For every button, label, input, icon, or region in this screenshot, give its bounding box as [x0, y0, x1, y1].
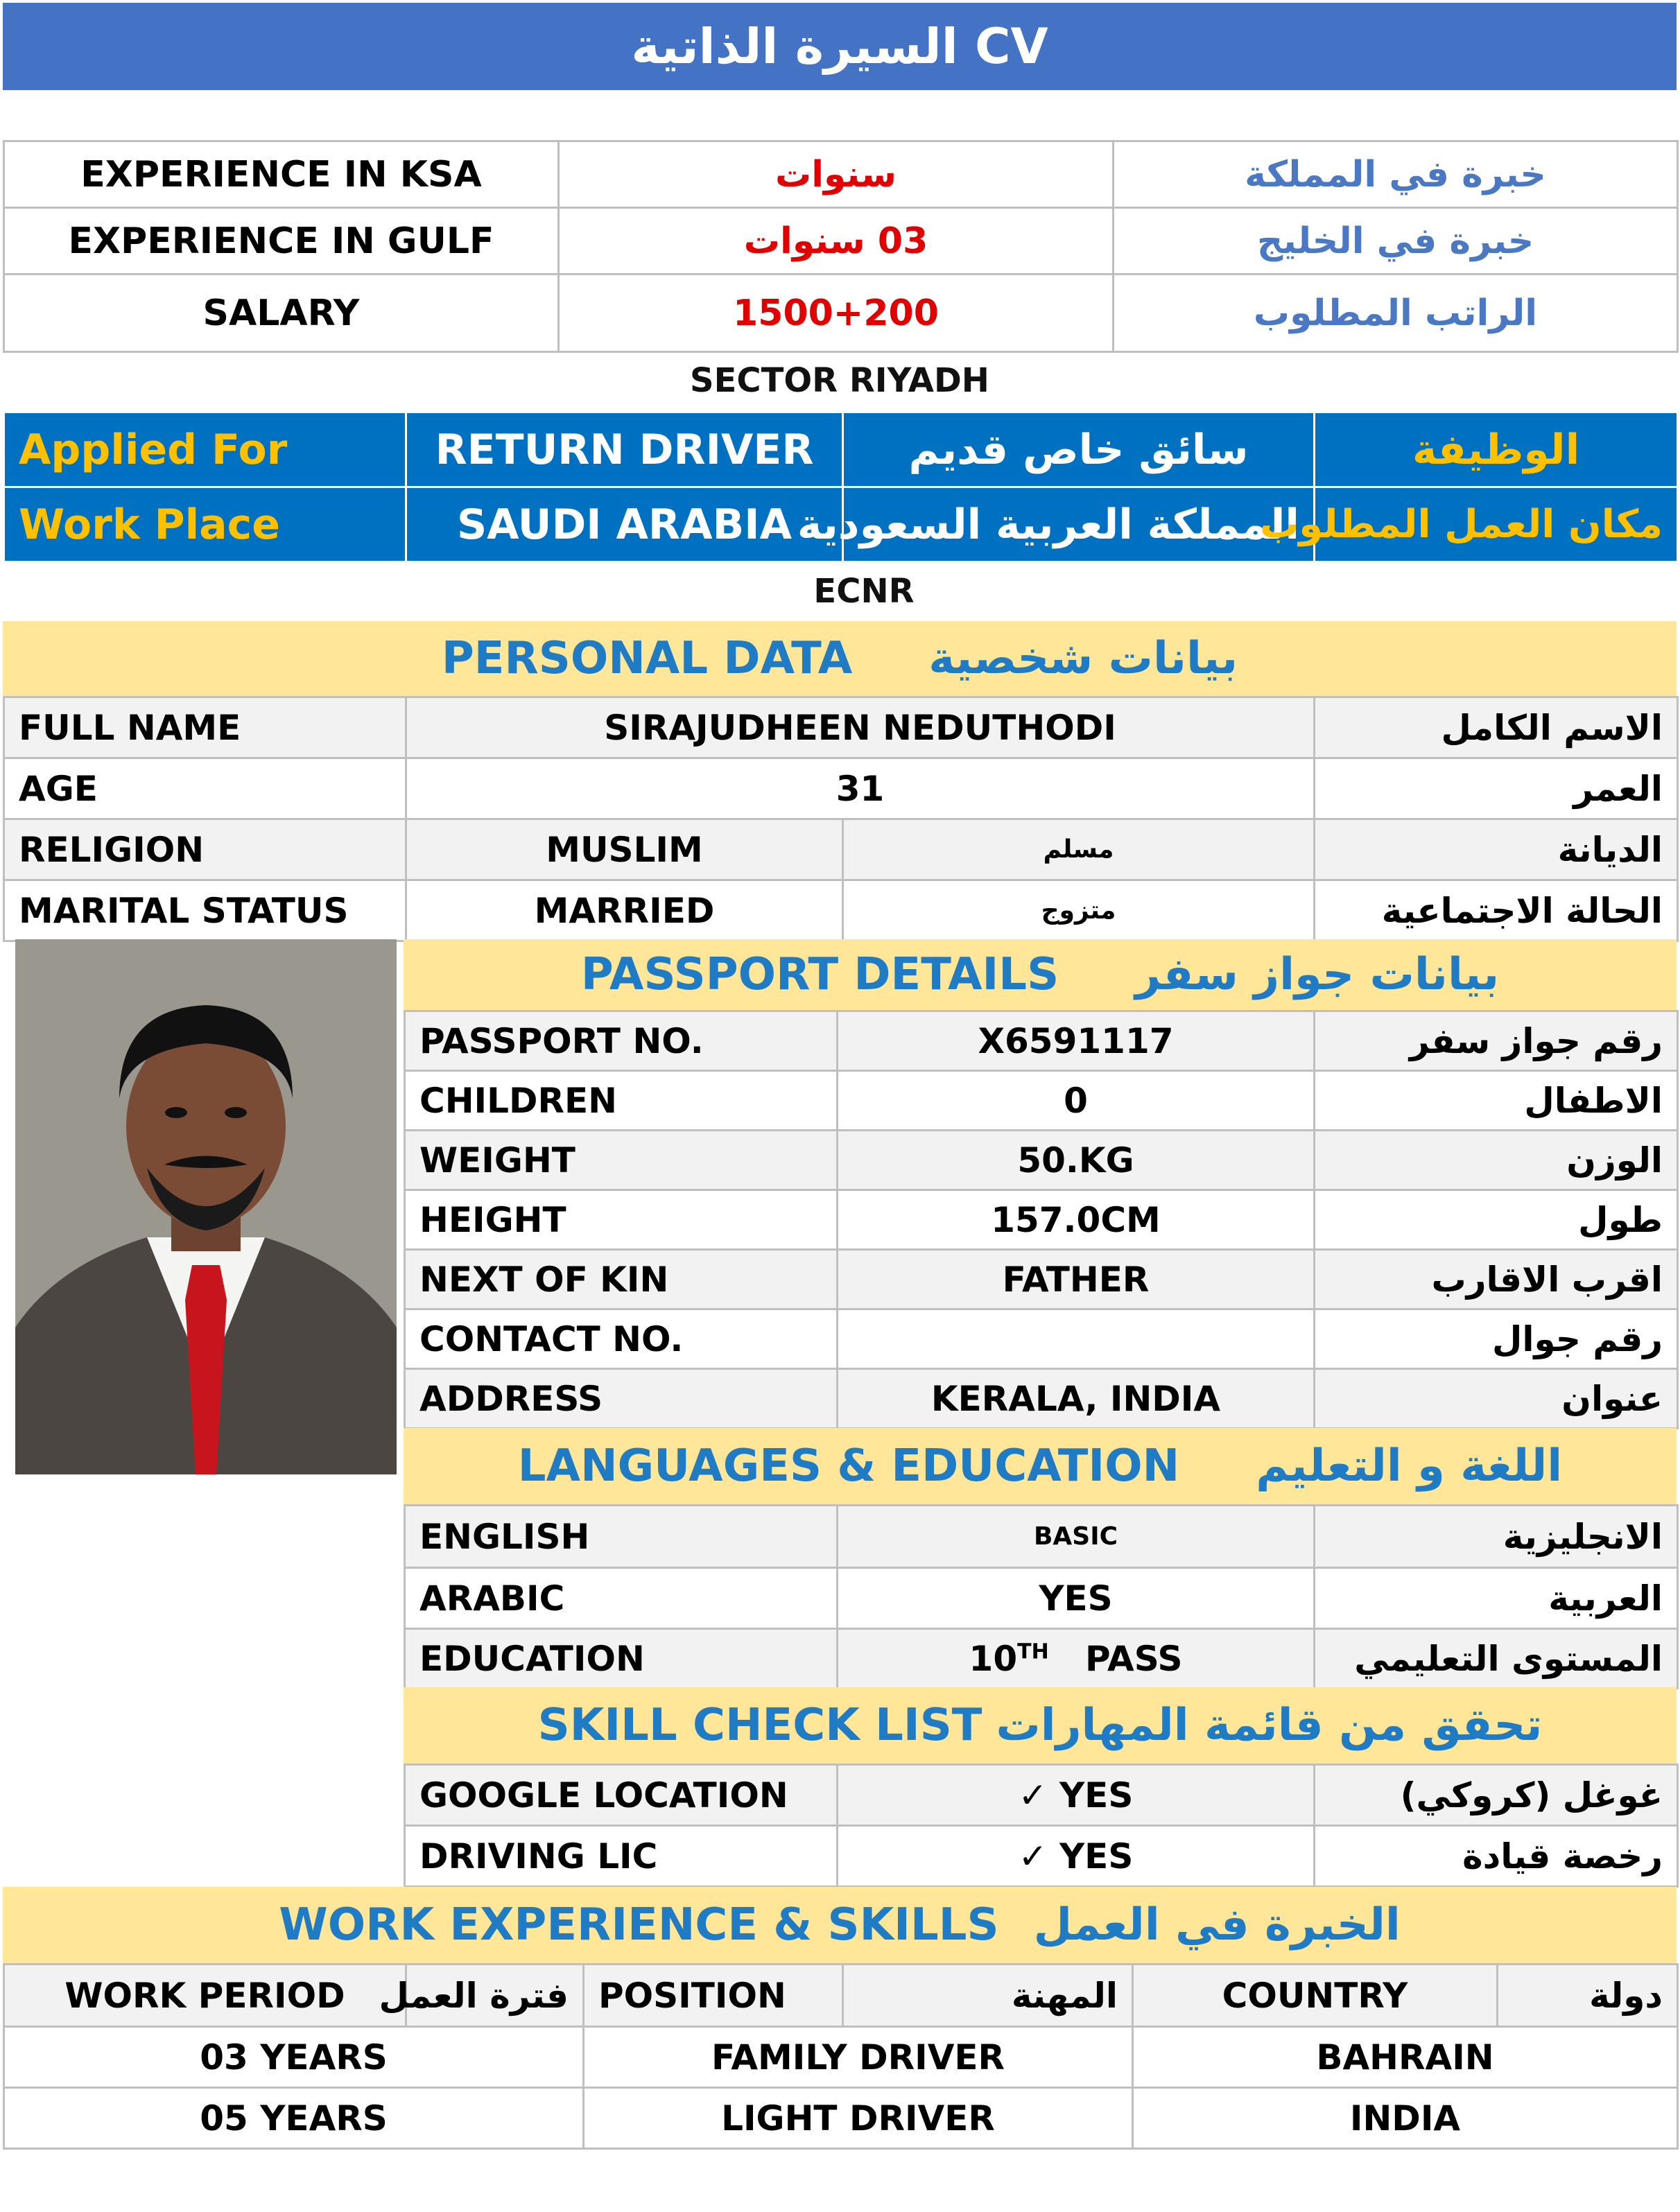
- applied-for-label: Applied For: [4, 412, 406, 487]
- languages-table: [404, 1504, 1679, 1689]
- work-place-label: Work Place: [4, 487, 406, 562]
- work-period-header: WORK PERIOD: [4, 1965, 406, 2027]
- applied-table: [3, 411, 1679, 563]
- skill-check-heading-en: SKILL CHECK LIST: [537, 1700, 982, 1751]
- children-label: CHILDREN: [405, 1071, 838, 1131]
- passport-table: [404, 1010, 1679, 1429]
- weight-label-ar: الوزن: [1315, 1131, 1678, 1190]
- table-row: [405, 1309, 1678, 1369]
- driving-lic-label: DRIVING LIC: [405, 1826, 838, 1887]
- arabic-label: ARABIC: [405, 1568, 838, 1629]
- marital-status-value: MARRIED: [406, 880, 843, 941]
- salary-label: SALARY: [4, 275, 559, 352]
- experience-ksa-label: EXPERIENCE IN KSA: [4, 141, 559, 208]
- religion-value-ar: مسلم: [843, 819, 1315, 880]
- experience-gulf-label-ar: خبرة في الخليج: [1114, 208, 1678, 275]
- contact-no-label-ar: رقم جوال: [1315, 1309, 1678, 1369]
- work-experience-heading-en: WORK EXPERIENCE & SKILLS: [279, 1899, 999, 1951]
- work-place-value-ar: المملكة العربية السعودية: [843, 487, 1315, 562]
- table-row: [4, 697, 1678, 758]
- skills-table: [404, 1763, 1679, 1888]
- personal-data-heading-en: PERSONAL DATA: [441, 633, 853, 684]
- work-experience-heading: [3, 1887, 1677, 1963]
- next-of-kin-label-ar: اقرب الاقارب: [1315, 1250, 1678, 1309]
- full-name-value: SIRAJUDHEEN NEDUTHODI: [406, 697, 1315, 758]
- salary-value: 1500+200: [559, 275, 1114, 352]
- passport-details-heading-en: PASSPORT DETAILS: [580, 949, 1059, 1000]
- work-experience-heading-ar: الخبرة في العمل: [1033, 1899, 1401, 1951]
- applied-for-value-ar: سائق خاص قديم: [843, 412, 1315, 487]
- table-row: [4, 758, 1678, 819]
- experience-gulf-label: EXPERIENCE IN GULF: [4, 208, 559, 275]
- children-value: 0: [838, 1071, 1315, 1131]
- height-label: HEIGHT: [405, 1190, 838, 1250]
- position-header: POSITION: [584, 1965, 843, 2027]
- experience-gulf-value: 03 سنوات: [559, 208, 1114, 275]
- marital-status-label-ar: الحالة الاجتماعية: [1315, 880, 1678, 941]
- google-location-value: ✓ YES: [838, 1765, 1315, 1826]
- passport-no-label: PASSPORT NO.: [405, 1011, 838, 1071]
- country-value: INDIA: [1133, 2088, 1678, 2149]
- age-value: 31: [406, 758, 1315, 819]
- next-of-kin-value: FATHER: [838, 1250, 1315, 1309]
- english-label-ar: الانجليزية: [1315, 1506, 1678, 1568]
- personal-data-heading: [3, 621, 1677, 696]
- table-row: [405, 1011, 1678, 1071]
- contact-no-label: CONTACT NO.: [405, 1309, 838, 1369]
- table-row: [405, 1568, 1678, 1629]
- position-value: FAMILY DRIVER: [584, 2027, 1133, 2088]
- table-row: [4, 2088, 1678, 2149]
- age-label: AGE: [4, 758, 406, 819]
- religion-label-ar: الديانة: [1315, 819, 1678, 880]
- person-photo-icon: [15, 939, 397, 1474]
- contact-no-value: [838, 1309, 1315, 1369]
- country-header-ar: دولة: [1498, 1965, 1678, 2027]
- country-header: COUNTRY: [1133, 1965, 1498, 2027]
- table-row: [405, 1629, 1678, 1689]
- table-row: [405, 1826, 1678, 1887]
- table-row: [405, 1071, 1678, 1131]
- position-value: LIGHT DRIVER: [584, 2088, 1133, 2149]
- full-name-label-ar: الاسم الكامل: [1315, 697, 1678, 758]
- table-row: [4, 2027, 1678, 2088]
- ecnr-label: ECNR: [813, 572, 915, 611]
- passport-no-value: X6591117: [838, 1011, 1315, 1071]
- weight-label: WEIGHT: [405, 1131, 838, 1190]
- experience-ksa-value: سنوات: [559, 141, 1114, 208]
- table-row: [4, 487, 1678, 562]
- applied-for-value: RETURN DRIVER: [406, 412, 843, 487]
- education-level-result: PASS: [1084, 1638, 1183, 1679]
- english-label: ENGLISH: [405, 1506, 838, 1568]
- next-of-kin-label: NEXT OF KIN: [405, 1250, 838, 1309]
- personal-data-heading-ar: بيانات شخصية: [928, 633, 1238, 684]
- education-label-ar: المستوى التعليمي: [1315, 1629, 1678, 1689]
- arabic-label-ar: العربية: [1315, 1568, 1678, 1629]
- work-period-value: 05 YEARS: [4, 2088, 584, 2149]
- position-header-ar: المهنة: [843, 1965, 1133, 2027]
- languages-education-heading-ar: اللغة و التعليم: [1256, 1440, 1563, 1492]
- passport-no-label-ar: رقم جواز سفر: [1315, 1011, 1678, 1071]
- table-row: [405, 1765, 1678, 1826]
- skill-check-heading: [404, 1687, 1677, 1763]
- work-place-value: SAUDI ARABIA: [406, 487, 843, 562]
- height-value: 157.0CM: [838, 1190, 1315, 1250]
- address-label: ADDRESS: [405, 1369, 838, 1429]
- marital-status-label: MARITAL STATUS: [4, 880, 406, 941]
- applicant-photo: [15, 939, 397, 1474]
- education-label: EDUCATION: [405, 1629, 838, 1689]
- salary-label-ar: الراتب المطلوب: [1114, 275, 1678, 352]
- google-location-label: GOOGLE LOCATION: [405, 1765, 838, 1826]
- children-label-ar: الاطفال: [1315, 1071, 1678, 1131]
- table-row: [405, 1369, 1678, 1429]
- religion-label: RELIGION: [4, 819, 406, 880]
- languages-education-heading: [404, 1428, 1677, 1504]
- passport-details-heading: [404, 939, 1677, 1010]
- work-period-value: 03 YEARS: [4, 2027, 584, 2088]
- work-experience-table: [3, 1963, 1679, 2150]
- table-row: [4, 412, 1678, 487]
- passport-details-heading-ar: بيانات جواز سفر: [1135, 949, 1500, 1000]
- table-row: [4, 208, 1678, 275]
- english-value: BASIC: [838, 1506, 1315, 1568]
- address-value: KERALA, INDIA: [838, 1369, 1315, 1429]
- table-row: [4, 275, 1678, 352]
- table-row: [405, 1190, 1678, 1250]
- sector-label: SECTOR RIYADH: [690, 361, 989, 400]
- table-row: [4, 880, 1678, 941]
- address-label-ar: عنوان: [1315, 1369, 1678, 1429]
- experience-table: [3, 140, 1679, 353]
- table-row: [4, 1965, 1678, 2027]
- languages-education-heading-en: LANGUAGES & EDUCATION: [517, 1440, 1180, 1492]
- marital-status-value-ar: متزوج: [843, 880, 1315, 941]
- work-period-header-ar: فترة العمل: [406, 1965, 584, 2027]
- country-value: BAHRAIN: [1133, 2027, 1678, 2088]
- age-label-ar: العمر: [1315, 758, 1678, 819]
- google-location-label-ar: غوغل (كروكي): [1315, 1765, 1678, 1826]
- table-row: [405, 1506, 1678, 1568]
- table-row: [4, 141, 1678, 208]
- education-level-suffix: TH: [1017, 1639, 1049, 1664]
- page-title: السيرة الذاتية CV: [3, 3, 1677, 90]
- skill-check-heading-ar: تحقق من قائمة المهارات: [996, 1700, 1543, 1751]
- work-place-label-ar: مكان العمل المطلوب: [1315, 487, 1678, 562]
- height-label-ar: طول: [1315, 1190, 1678, 1250]
- table-row: [405, 1250, 1678, 1309]
- personal-data-table: [3, 696, 1679, 942]
- full-name-label: FULL NAME: [4, 697, 406, 758]
- education-level-number: 10: [969, 1638, 1018, 1679]
- applied-for-label-ar: الوظيفة: [1315, 412, 1678, 487]
- table-row: [4, 819, 1678, 880]
- driving-lic-value: ✓ YES: [838, 1826, 1315, 1887]
- education-value: [838, 1629, 1315, 1689]
- weight-value: 50.KG: [838, 1131, 1315, 1190]
- table-row: [405, 1131, 1678, 1190]
- driving-lic-label-ar: رخصة قيادة: [1315, 1826, 1678, 1887]
- experience-ksa-label-ar: خبرة في المملكة: [1114, 141, 1678, 208]
- religion-value: MUSLIM: [406, 819, 843, 880]
- arabic-value: YES: [838, 1568, 1315, 1629]
